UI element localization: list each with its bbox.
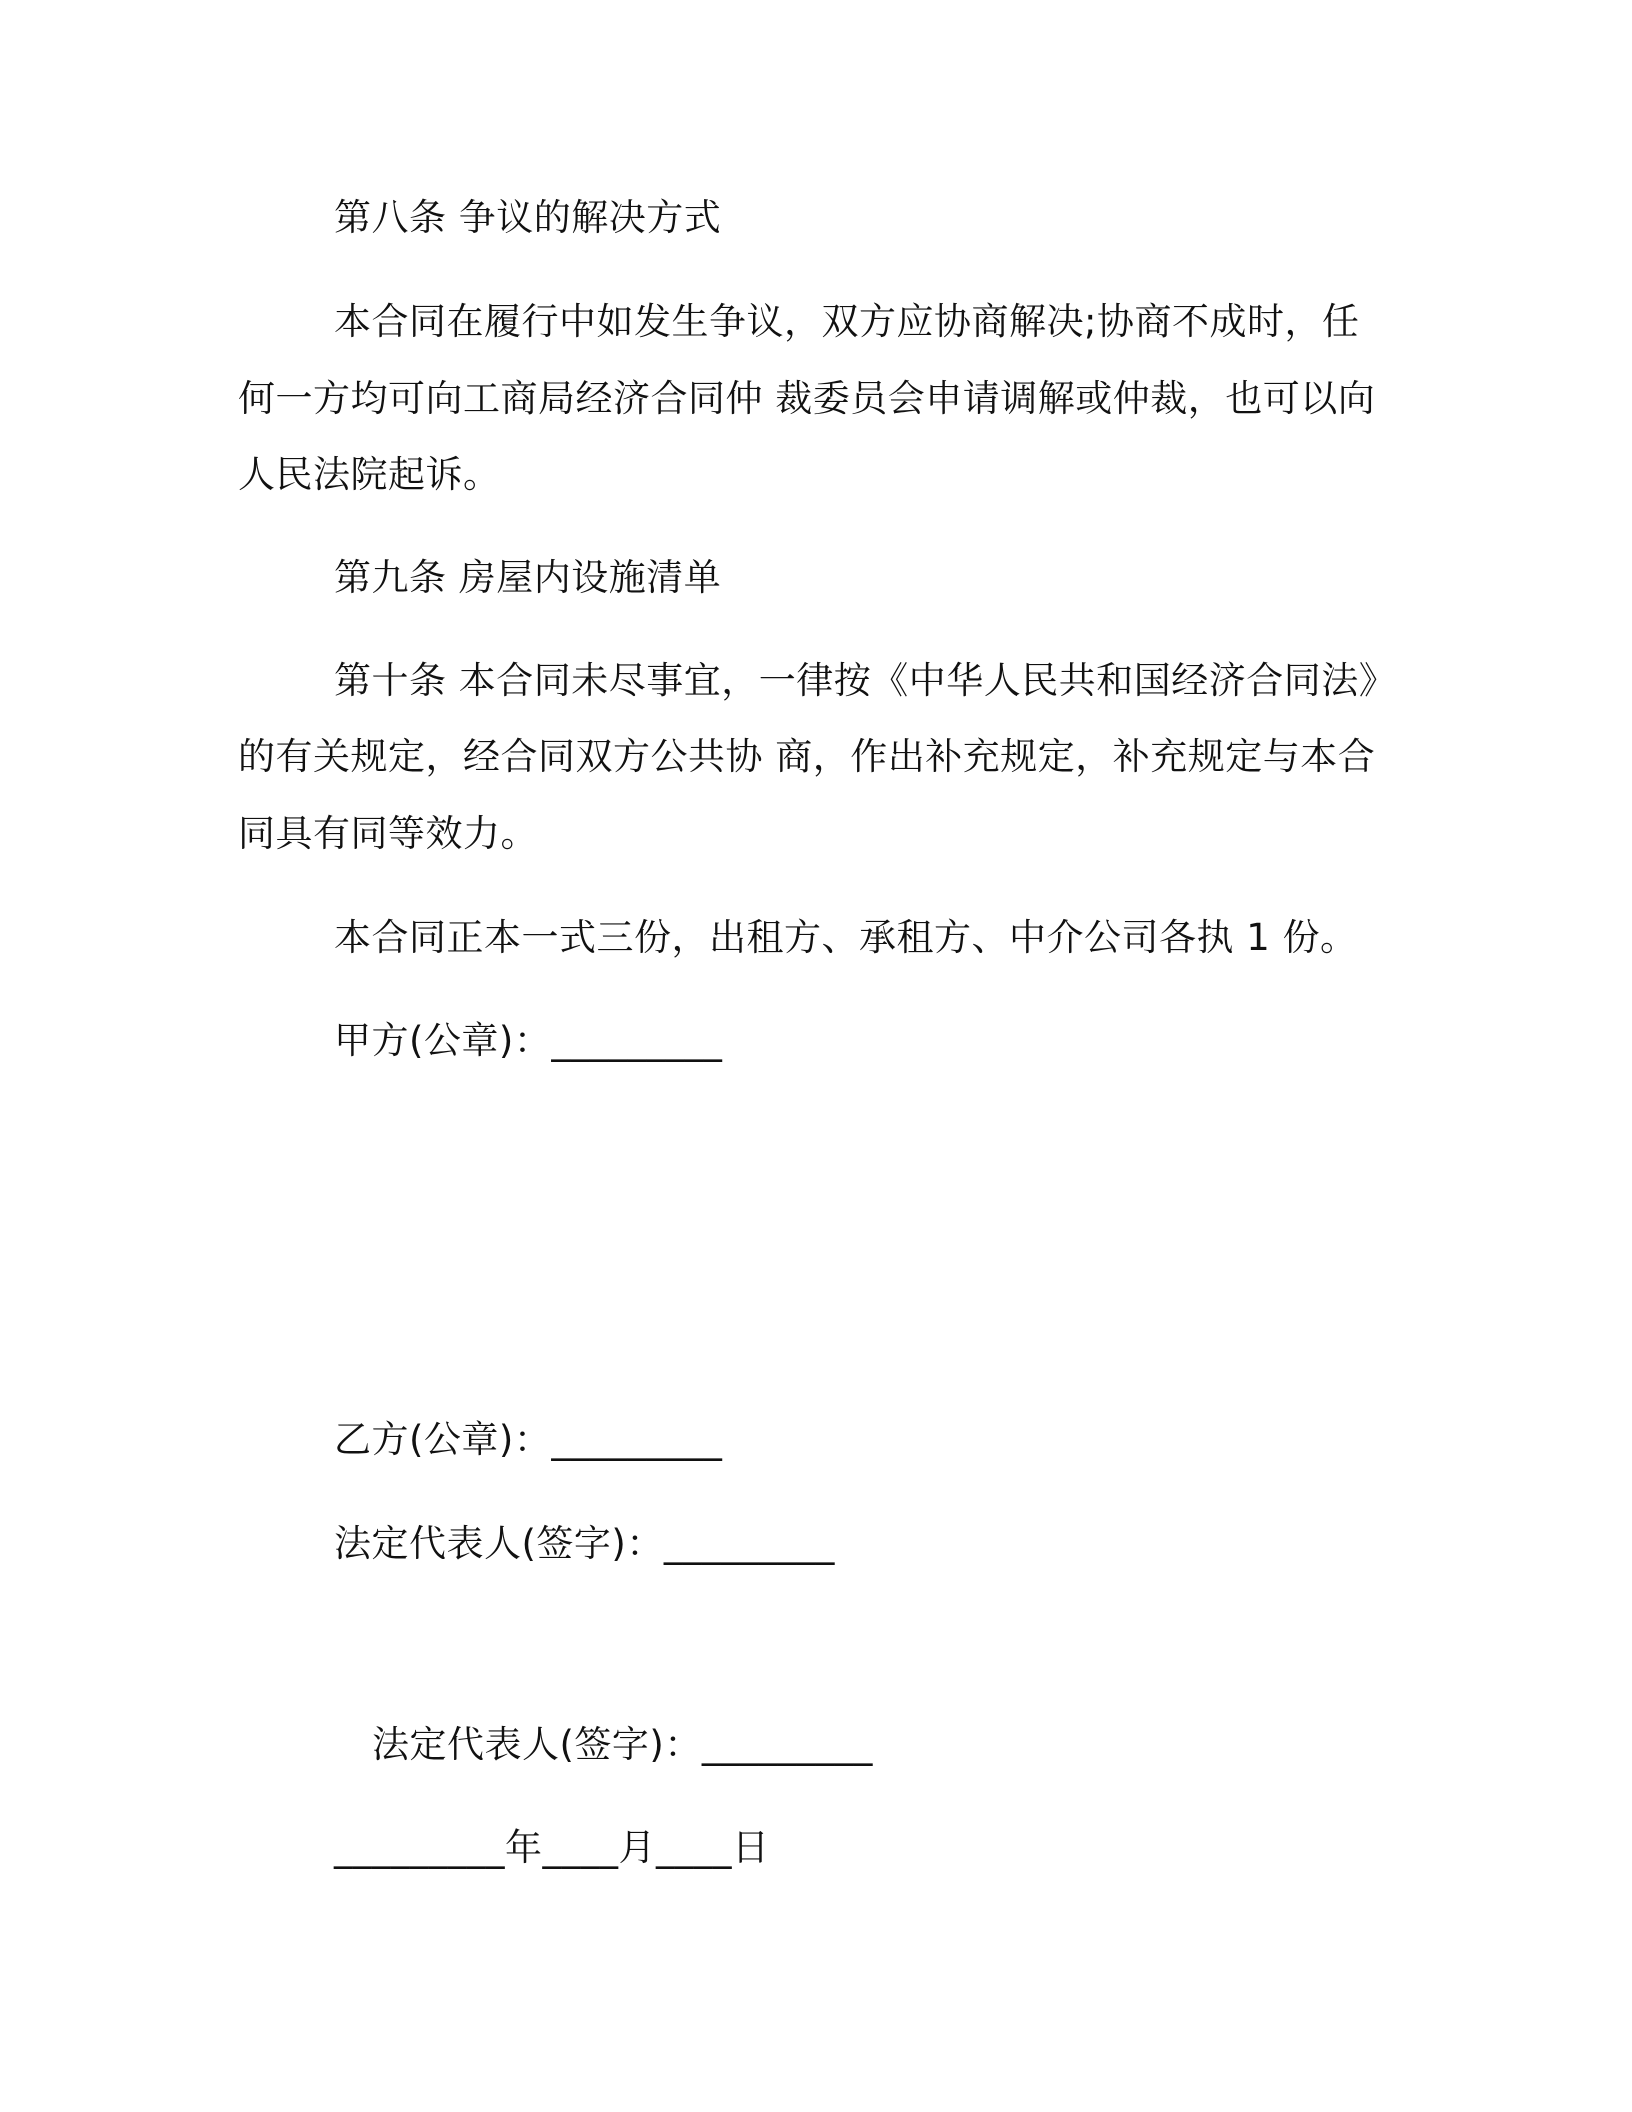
party-a-seal-line: 甲方(公章)：_________ (334, 1019, 723, 1062)
article8-line-1: 本合同在履行中如发生争议，双方应协商解决;协商不成时，任 (334, 300, 1360, 343)
date-line: _________年____月____日 (334, 1826, 770, 1869)
article10-line-1: 第十条 本合同未尽事宜，一律按《中华人民共和国经济合同法》 (334, 659, 1397, 702)
article8-heading: 第八条 争议的解决方式 (334, 196, 722, 239)
legal-rep-signature-line-1: 法定代表人(签字)：_________ (334, 1522, 835, 1565)
article9-heading: 第九条 房屋内设施清单 (334, 556, 722, 599)
article10-line-2: 的有关规定，经合同双方公共协 商，作出补充规定，补充规定与本合 (238, 735, 1376, 778)
party-b-seal-line: 乙方(公章)：_________ (334, 1418, 723, 1461)
copies-statement: 本合同正本一式三份，出租方、承租方、中介公司各执 1 份。 (334, 916, 1358, 959)
article10-line-3: 同具有同等效力。 (238, 812, 538, 855)
legal-rep-signature-line-2: 法定代表人(签字)：_________ (372, 1723, 873, 1766)
article8-line-3: 人民法院起诉。 (238, 453, 501, 496)
article8-line-2: 何一方均可向工商局经济合同仲 裁委员会申请调解或仲裁，也可以向 (238, 377, 1376, 420)
